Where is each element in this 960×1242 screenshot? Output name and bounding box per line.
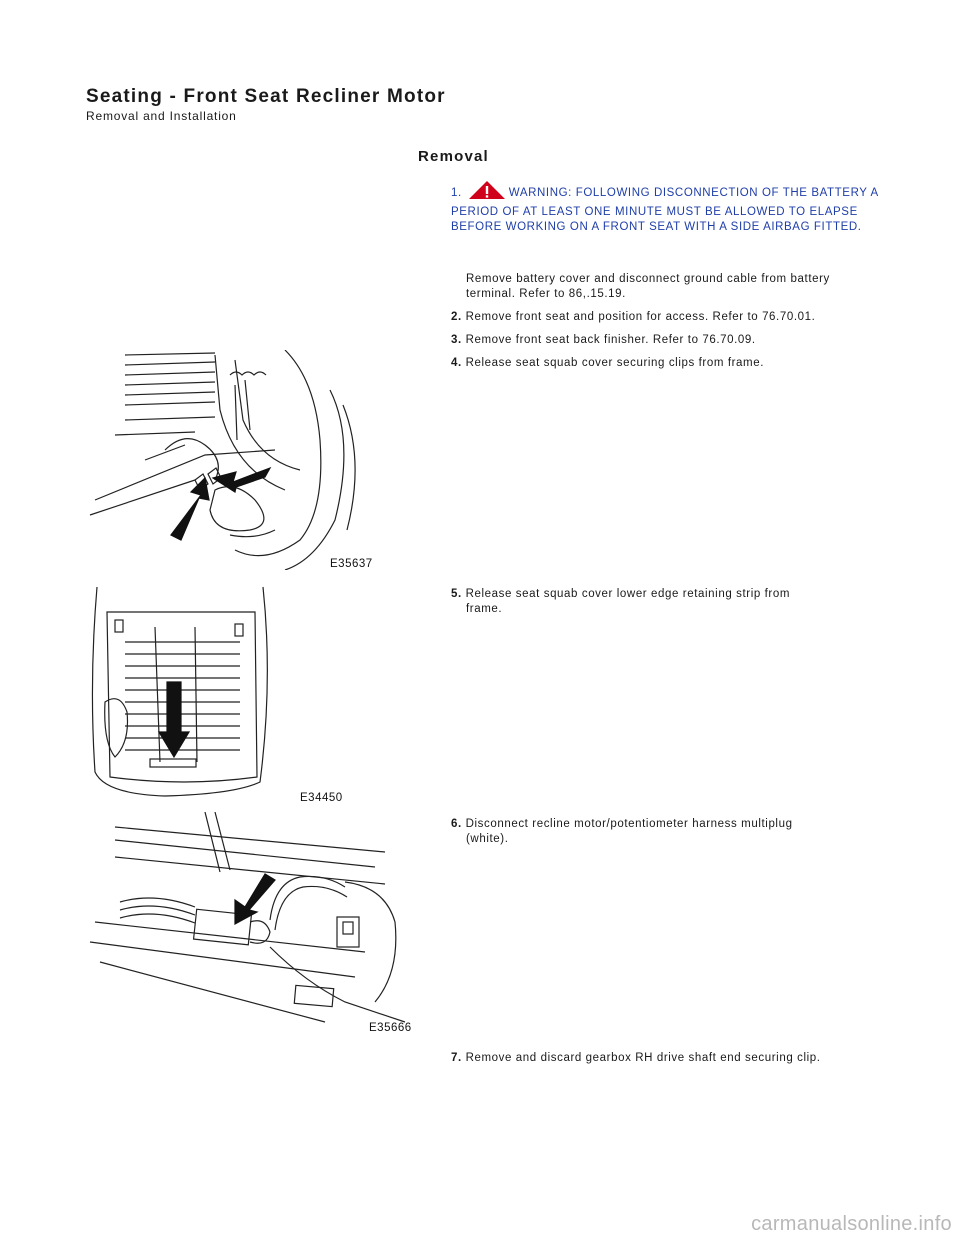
- page-title: Seating - Front Seat Recliner Motor: [86, 86, 446, 107]
- step-text: Remove front seat back finisher. Refer to 76.70.09.: [465, 334, 756, 346]
- step-text-cont: (white).: [466, 833, 509, 845]
- step-3: [451, 333, 881, 348]
- figure-label: E35666: [369, 1022, 412, 1034]
- step-number: 1.: [451, 187, 462, 199]
- step-number: 2.: [451, 311, 462, 323]
- step-note: Remove battery cover and disconnect ground cable from battery terminal. Refer to 86,.15.19.: [466, 273, 830, 300]
- step-1-note: [451, 272, 851, 302]
- watermark: carmanualsonline.info: [751, 1213, 952, 1235]
- step-number: 5.: [451, 588, 462, 600]
- step-number: 3.: [451, 334, 462, 346]
- step-7: [451, 1051, 911, 1066]
- warning-triangle-icon: [468, 180, 506, 205]
- step-text: Release seat squab cover lower edge retaining strip from: [465, 588, 791, 600]
- warning-text: WARNING: FOLLOWING DISCONNECTION OF THE BATTERY A PERIOD OF AT LEAST ONE MINUTE MUST BE ALLOWED TO ELAPSE BEFORE WORKING ON A FRONT SEAT WITH A SIDE AIRBAG FITTED.: [451, 187, 879, 233]
- page-subtitle: Removal and Installation: [86, 109, 237, 123]
- step-1: [451, 180, 881, 235]
- section-heading: Removal: [418, 148, 489, 165]
- step-number: 6.: [451, 818, 462, 830]
- figure-label: E35637: [330, 558, 373, 570]
- step-text: Remove front seat and position for access. Refer to 76.70.01.: [465, 311, 816, 323]
- step-text: Remove and discard gearbox RH drive shaft end securing clip.: [465, 1052, 821, 1064]
- step-text: Disconnect recline motor/potentiometer harness multiplug: [465, 818, 793, 830]
- step-text-cont: frame.: [466, 603, 503, 615]
- step-number: 4.: [451, 357, 462, 369]
- step-5: [451, 587, 881, 617]
- figure-squab-strip: [85, 582, 343, 804]
- step-text: Release seat squab cover securing clips from frame.: [465, 357, 765, 369]
- figure-label: E34450: [300, 792, 343, 804]
- step-4: [451, 356, 881, 371]
- step-number: 7.: [451, 1052, 462, 1064]
- figure-seat-clips: [85, 350, 375, 570]
- step-2: [451, 310, 881, 325]
- figure-multiplug: [85, 812, 415, 1032]
- step-6: [451, 817, 881, 847]
